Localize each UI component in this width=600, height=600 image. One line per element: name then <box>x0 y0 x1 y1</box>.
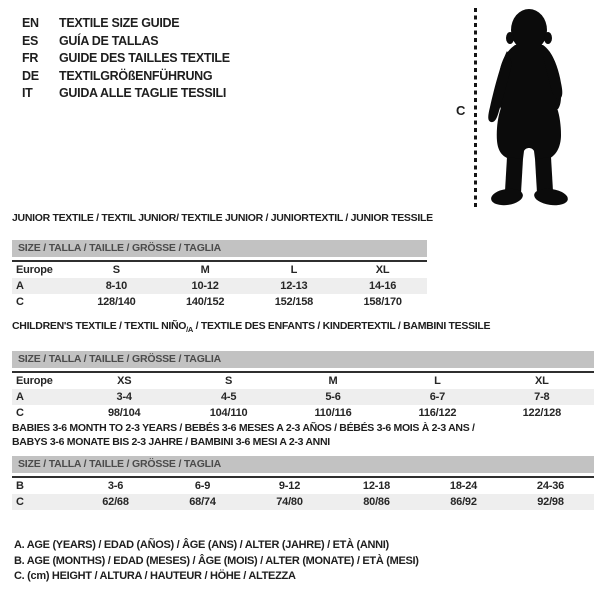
measure-label-c: C <box>456 103 466 118</box>
size-cell: 9-12 <box>278 480 301 492</box>
size-cell: 80/86 <box>363 496 390 508</box>
size-cell: 92/98 <box>537 496 564 508</box>
table-title-text: CHILDREN'S TEXTILE / TEXTIL NIÑO <box>12 320 187 332</box>
footnote: C. (cm) HEIGHT / ALTURA / HAUTEUR / HÖHE / ALTEZZA <box>14 570 296 582</box>
table-title-line <box>12 212 433 226</box>
table-title-line <box>12 422 594 436</box>
size-cell: M <box>200 263 210 276</box>
table-row <box>12 389 594 405</box>
size-cell: 68/74 <box>189 496 216 508</box>
size-cell: 6-9 <box>194 480 211 492</box>
size-cell: 4-5 <box>220 390 237 403</box>
size-cell: 7-8 <box>534 390 550 403</box>
table-title-text: JUNIOR TEXTILE / TEXTIL JUNIOR/ TEXTILE JUNIOR / JUNIORTEXTIL / JUNIOR TESSILE <box>12 212 433 224</box>
table-title-text: / TEXTILE DES ENFANTS / KINDERTEXTIL / BAMBINI TESSILE <box>193 320 491 332</box>
size-cell: L <box>434 374 441 387</box>
size-cell: 3-6 <box>107 480 124 492</box>
size-cell: S <box>225 374 233 387</box>
size-table <box>12 212 433 310</box>
table-rows <box>12 371 594 421</box>
table-row <box>12 405 594 421</box>
size-cell: XL <box>535 374 549 387</box>
language-title: TEXTILE SIZE GUIDE <box>59 16 180 30</box>
language-code: IT <box>22 86 33 100</box>
table-title <box>12 320 594 337</box>
row-label: C <box>16 406 24 419</box>
language-row <box>22 85 230 103</box>
size-table <box>12 422 594 510</box>
dotted-measure-line <box>474 8 477 210</box>
size-cell: 140/152 <box>185 295 225 308</box>
table-row <box>12 262 427 278</box>
table-title <box>12 422 594 449</box>
size-cell: 12-13 <box>280 279 308 292</box>
table-rows <box>12 476 594 510</box>
row-label: B <box>16 480 24 492</box>
language-title: GUÍA DE TALLAS <box>59 33 159 48</box>
size-header-bar: SIZE / TALLA / TAILLE / GRÖSSE / TAGLIA <box>12 351 594 368</box>
size-cell: 116/122 <box>418 406 457 419</box>
language-title: GUIDE DES TAILLES TEXTILE <box>59 51 230 65</box>
height-measure-figure <box>440 0 600 224</box>
row-label: Europe <box>16 263 53 276</box>
language-code: ES <box>22 33 39 48</box>
size-cell: 3-4 <box>116 390 132 403</box>
size-table <box>12 320 594 421</box>
table-row <box>12 278 427 294</box>
size-header-bar: SIZE / TALLA / TAILLE / GRÖSSE / TAGLIA <box>12 456 594 473</box>
language-title: TEXTILGRÖßENFÜHRUNG <box>59 68 213 83</box>
size-cell: 74/80 <box>276 496 303 508</box>
size-cell: 18-24 <box>449 480 478 492</box>
size-cell: 24-36 <box>536 480 565 492</box>
language-title: GUIDA ALLE TAGLIE TESSILI <box>59 86 227 100</box>
size-cell: 8-10 <box>105 279 127 292</box>
size-cell: S <box>112 263 120 276</box>
size-cell: 14-16 <box>369 279 397 292</box>
row-label: C <box>16 295 24 308</box>
table-title-text: /A <box>186 325 194 335</box>
size-cell: 62/68 <box>102 496 129 508</box>
table-title <box>12 212 433 226</box>
size-cell: XS <box>117 374 132 387</box>
size-cell: 86/92 <box>450 496 477 508</box>
table-row <box>12 494 594 510</box>
size-cell: 110/116 <box>314 406 352 419</box>
row-label: Europe <box>16 374 53 387</box>
language-row <box>22 33 230 51</box>
table-row <box>12 478 594 494</box>
size-cell: 128/140 <box>97 295 136 308</box>
table-title-line <box>12 436 594 450</box>
size-cell: 104/110 <box>209 406 248 419</box>
row-label: C <box>16 496 24 508</box>
row-label: A <box>16 390 24 403</box>
size-cell: 6-7 <box>429 390 446 403</box>
size-header-bar: SIZE / TALLA / TAILLE / GRÖSSE / TAGLIA <box>12 240 427 257</box>
size-cell: 12-18 <box>362 480 391 492</box>
size-cell: 5-6 <box>325 390 341 403</box>
size-cell: XL <box>375 263 390 276</box>
footnote: B. AGE (MONTHS) / EDAD (MESES) / ÂGE (MOIS) / ALTER (MONATE) / ETÀ (MESI) <box>14 554 419 567</box>
row-label: A <box>16 279 24 292</box>
baby-silhouette-icon <box>483 5 575 211</box>
language-row <box>22 50 230 68</box>
language-row <box>22 68 230 86</box>
table-title-line <box>12 320 594 337</box>
size-cell: 152/158 <box>274 295 314 308</box>
table-rows <box>12 260 427 310</box>
size-cell: M <box>328 374 338 387</box>
language-row <box>22 15 230 33</box>
footnotes <box>14 538 419 585</box>
size-cell: L <box>290 263 298 276</box>
language-code: DE <box>22 68 39 83</box>
size-cell: 10-12 <box>191 279 219 292</box>
table-title-text: BABYS 3-6 MONATE BIS 2-3 JAHRE / BAMBINI 3-6 MESI A 2-3 ANNI <box>12 435 330 448</box>
language-code: EN <box>22 16 39 30</box>
footnote: A. AGE (YEARS) / EDAD (AÑOS) / ÂGE (ANS) / ALTER (JAHRE) / ETÀ (ANNI) <box>14 539 389 551</box>
table-row <box>12 373 594 389</box>
table-row <box>12 294 427 310</box>
language-header <box>22 15 230 103</box>
language-code: FR <box>22 51 39 65</box>
size-cell: 122/128 <box>522 406 562 419</box>
size-cell: 158/170 <box>363 295 402 308</box>
table-title-text: BABIES 3-6 MONTH TO 2-3 YEARS / BEBÉS 3-6 MESES A 2-3 AÑOS / BÉBÉS 3-6 MOIS À 2-3 ANS / <box>12 422 475 434</box>
size-cell: 98/104 <box>107 406 141 419</box>
